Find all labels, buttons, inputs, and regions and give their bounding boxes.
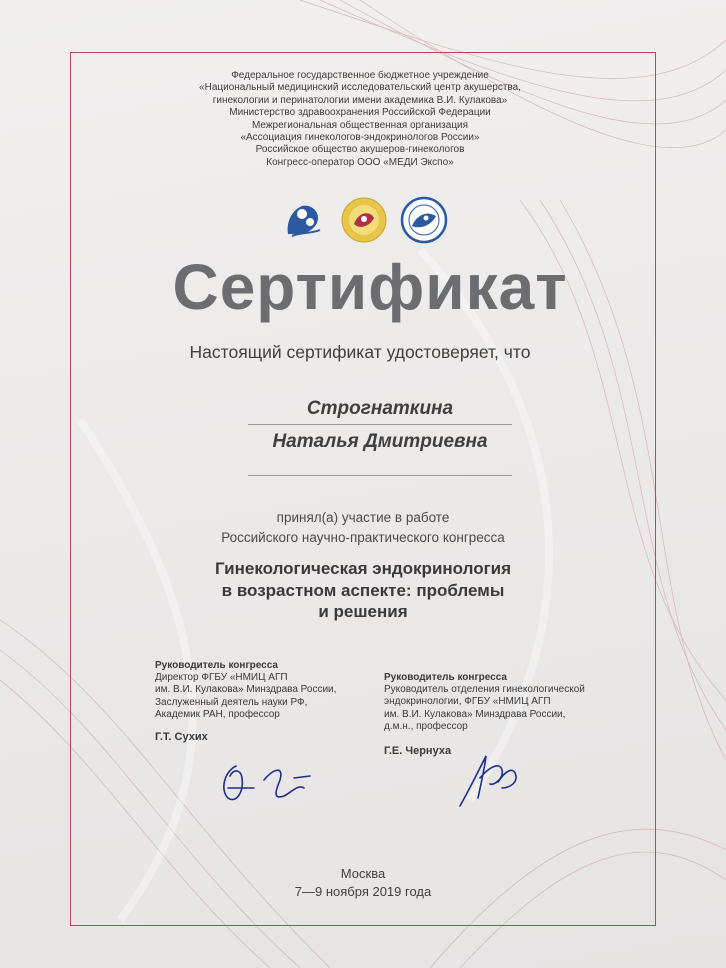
- congress-title-line: Гинекологическая эндокринология: [214, 559, 512, 578]
- header-line: Российское общество акушеров-гинекологов: [255, 144, 465, 156]
- logos-row: [278, 196, 450, 246]
- signatory-line: д.м.н., профессор: [384, 720, 468, 732]
- certificate-subtitle: Настоящий сертификат удостоверяет, что: [189, 342, 531, 362]
- signatory-left: [155, 660, 365, 743]
- participation-line: принял(а) участие в работе: [276, 510, 450, 525]
- header-line: Конгресс-оператор ООО «МЕДИ Экспо»: [266, 156, 454, 168]
- signature-right-icon: [450, 748, 530, 812]
- footer-date: 7—9 ноября 2019 года: [294, 884, 432, 899]
- recipient-first-names: Наталья Дмитриевна: [272, 431, 488, 452]
- name-divider: [248, 424, 512, 425]
- signatory-line: Руководитель отделения гинекологической: [384, 684, 585, 696]
- signatory-name: Г.Т. Сухих: [155, 731, 208, 744]
- congress-title-line: и решения: [318, 602, 408, 621]
- signatory-line: эндокринологии, ФГБУ «НМИЦ АГП: [384, 696, 551, 708]
- header-line: гинекологии и перинатологии имени академика В.И. Кулакова»: [212, 94, 508, 106]
- signatory-name: Г.Е. Чернуха: [384, 745, 452, 758]
- congress-title: [130, 558, 596, 623]
- mother-child-emblem-icon: [280, 196, 328, 244]
- signatory-right: [384, 672, 624, 757]
- header-line: «Ассоциация гинекологов-эндокринологов России»: [240, 132, 480, 144]
- congress-title-line: в возрастном аспекте: проблемы: [221, 580, 505, 600]
- issuer-header: [150, 70, 570, 169]
- footer-city: Москва: [340, 866, 386, 881]
- header-line: Федеральное государственное бюджетное учреждение: [231, 70, 489, 81]
- gynecologists-association-emblem-icon: [340, 196, 388, 244]
- header-line: Межрегиональная общественная организация: [251, 119, 469, 131]
- signature-left-icon: [214, 758, 324, 808]
- name-divider: [248, 475, 512, 476]
- signatory-line: Заслуженный деятель науки РФ,: [155, 696, 308, 708]
- obstetricians-society-emblem-icon: [400, 196, 448, 244]
- signatory-line: им. В.И. Кулакова» Минздрава России,: [155, 684, 337, 696]
- recipient-last-name: Строгнаткина: [306, 398, 454, 419]
- participation-line: Российского научно-практического конгресса: [221, 530, 505, 545]
- signatory-line: им. В.И. Кулакова» Минздрава России,: [384, 708, 566, 720]
- signatory-line: Директор ФГБУ «НМИЦ АГП: [155, 672, 288, 684]
- header-line: Министерство здравоохранения Российской Федерации: [229, 107, 491, 119]
- signatory-role: Руководитель конгресса: [155, 660, 278, 671]
- signatory-role: Руководитель конгресса: [384, 672, 507, 683]
- certificate-title: Сертификат: [172, 251, 568, 323]
- header-line: «Национальный медицинский исследовательский центр акушерства,: [199, 82, 521, 94]
- certificate-frame: [70, 52, 656, 926]
- signatory-line: Академик РАН, профессор: [155, 708, 280, 720]
